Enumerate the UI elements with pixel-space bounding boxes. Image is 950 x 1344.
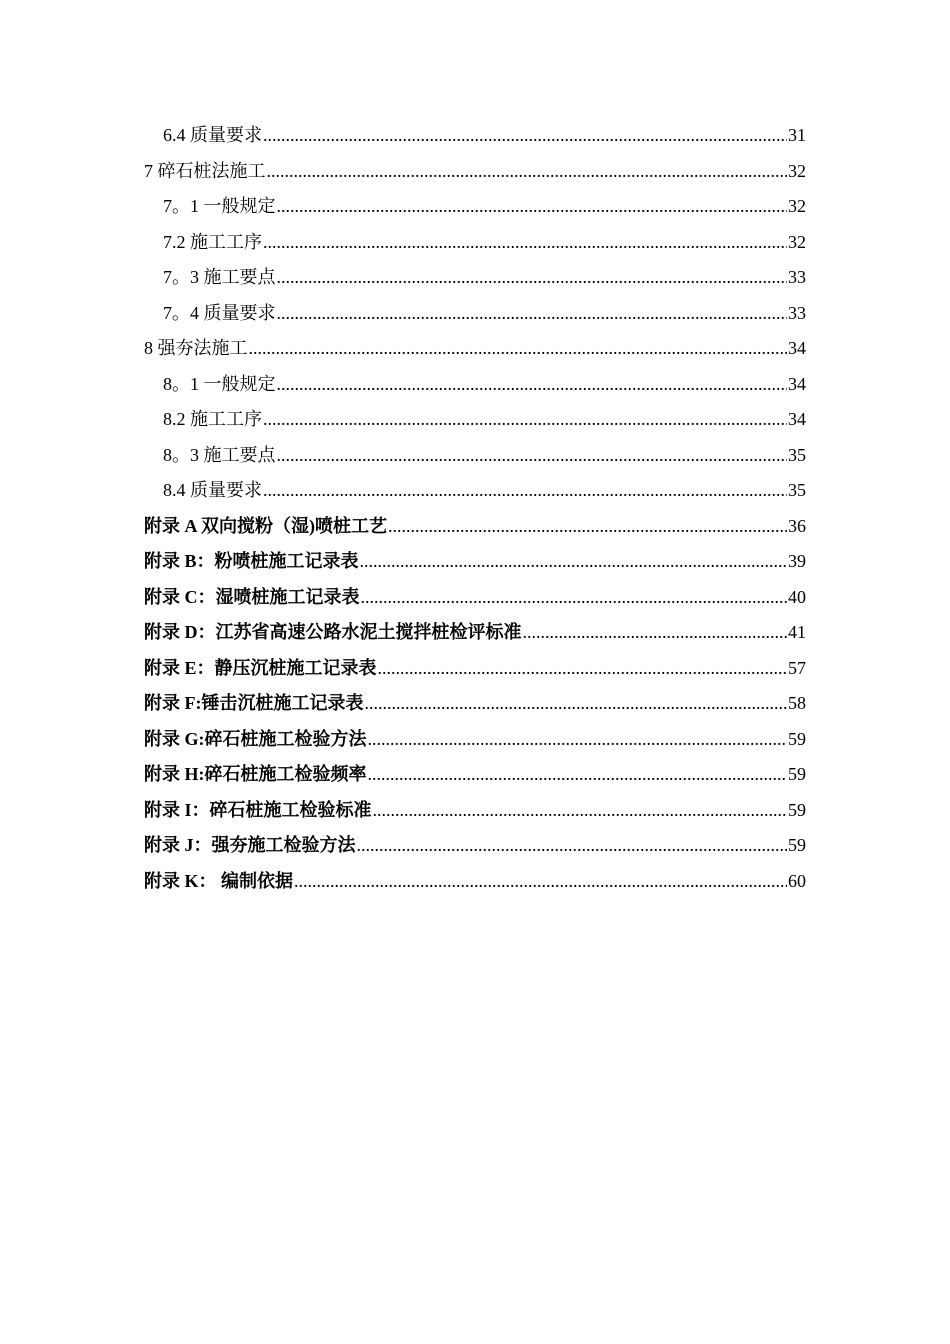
toc-entry[interactable] [144, 864, 806, 900]
toc-entry[interactable] [144, 473, 806, 509]
toc-dot-leader [357, 828, 788, 864]
toc-entry-page-number: 34 [788, 338, 806, 358]
toc-entry-title: 附录 H:碎石桩施工检验频率 [144, 764, 367, 784]
toc-entry-title: 8 强夯法施工 [144, 338, 248, 358]
toc-dot-leader [263, 118, 787, 154]
toc-dot-leader [360, 544, 787, 580]
toc-dot-leader [263, 225, 787, 261]
toc-entry-page-number: 60 [788, 870, 806, 891]
toc-entry-title: 附录 I：碎石桩施工检验标准 [144, 799, 372, 820]
toc-entry-title: 附录 E：静压沉桩施工记录表 [144, 657, 377, 678]
toc-entry-title: 附录 B：粉喷桩施工记录表 [144, 551, 359, 571]
toc-entry[interactable] [144, 260, 806, 296]
toc-entry-page-number: 40 [788, 586, 806, 607]
toc-entry[interactable] [144, 580, 806, 616]
toc-entry-page-number: 57 [788, 657, 806, 678]
table-of-contents [144, 118, 806, 899]
toc-dot-leader [365, 686, 788, 722]
toc-entry[interactable] [144, 331, 806, 367]
toc-entry-title: 8.2 施工工序 [163, 409, 262, 429]
toc-entry-page-number: 31 [788, 125, 806, 145]
toc-entry-title: 8。1 一般规定 [163, 373, 276, 394]
toc-dot-leader [277, 438, 788, 474]
toc-entry-title: 7。3 施工要点 [163, 267, 276, 287]
toc-entry[interactable] [144, 296, 806, 332]
toc-dot-leader [263, 402, 787, 438]
toc-entry-title: 附录 D：江苏省高速公路水泥土搅拌桩检评标准 [144, 622, 522, 642]
toc-entry[interactable] [144, 402, 806, 438]
toc-entry-title: 8。3 施工要点 [163, 444, 276, 465]
toc-entry-page-number: 39 [788, 551, 806, 571]
toc-dot-leader [277, 367, 788, 403]
toc-entry-page-number: 58 [788, 693, 806, 713]
toc-entry[interactable] [144, 757, 806, 793]
toc-entry-title: 7。1 一般规定 [163, 196, 276, 216]
toc-dot-leader [373, 793, 787, 829]
toc-entry[interactable] [144, 828, 806, 864]
toc-entry[interactable] [144, 509, 806, 545]
toc-entry-page-number: 33 [788, 302, 806, 323]
toc-entry[interactable] [144, 438, 806, 474]
toc-dot-leader [277, 296, 788, 332]
toc-entry-page-number: 32 [788, 196, 806, 216]
toc-entry-title: 6.4 质量要求 [163, 125, 262, 145]
toc-dot-leader [368, 722, 788, 758]
toc-entry-page-number: 32 [788, 231, 806, 252]
toc-entry-page-number: 59 [788, 764, 806, 784]
toc-entry[interactable] [144, 651, 806, 687]
toc-dot-leader [294, 864, 787, 900]
toc-entry-title: 附录 K： 编制依据 [144, 870, 294, 891]
toc-entry-page-number: 34 [788, 409, 806, 429]
toc-entry[interactable] [144, 189, 806, 225]
toc-entry-page-number: 59 [788, 835, 806, 855]
toc-entry[interactable] [144, 367, 806, 403]
toc-entry-title: 附录 A 双向搅粉（湿)喷桩工艺 [144, 515, 387, 536]
toc-entry-page-number: 41 [788, 622, 806, 642]
toc-entry[interactable] [144, 225, 806, 261]
toc-dot-leader [267, 154, 788, 190]
toc-dot-leader [523, 615, 788, 651]
toc-entry-title: 附录 F:锤击沉桩施工记录表 [144, 693, 364, 713]
toc-entry[interactable] [144, 118, 806, 154]
toc-dot-leader [263, 473, 787, 509]
toc-entry[interactable] [144, 793, 806, 829]
toc-dot-leader [388, 509, 787, 545]
toc-entry[interactable] [144, 154, 806, 190]
toc-entry-page-number: 34 [788, 373, 806, 394]
toc-dot-leader [361, 580, 788, 616]
toc-entry[interactable] [144, 722, 806, 758]
toc-entry-page-number: 59 [788, 728, 806, 749]
toc-entry-title: 附录 C：湿喷桩施工记录表 [144, 586, 360, 607]
toc-entry-page-number: 32 [788, 160, 806, 181]
toc-entry[interactable] [144, 544, 806, 580]
toc-entry-title: 附录 G:碎石桩施工检验方法 [144, 728, 367, 749]
toc-entry-page-number: 35 [788, 444, 806, 465]
toc-entry-page-number: 36 [788, 515, 806, 536]
toc-entry-page-number: 35 [788, 480, 806, 500]
toc-entry[interactable] [144, 615, 806, 651]
toc-dot-leader [368, 757, 788, 793]
toc-entry-title: 附录 J：强夯施工检验方法 [144, 835, 356, 855]
toc-dot-leader [378, 651, 787, 687]
toc-entry-page-number: 33 [788, 267, 806, 287]
toc-entry-title: 7。4 质量要求 [163, 302, 276, 323]
toc-dot-leader [277, 260, 788, 296]
toc-entry-title: 8.4 质量要求 [163, 480, 262, 500]
toc-entry-title: 7 碎石桩法施工 [144, 160, 266, 181]
toc-dot-leader [277, 189, 788, 225]
toc-dot-leader [249, 331, 788, 367]
toc-entry[interactable] [144, 686, 806, 722]
toc-entry-page-number: 59 [788, 799, 806, 820]
toc-entry-title: 7.2 施工工序 [163, 231, 262, 252]
